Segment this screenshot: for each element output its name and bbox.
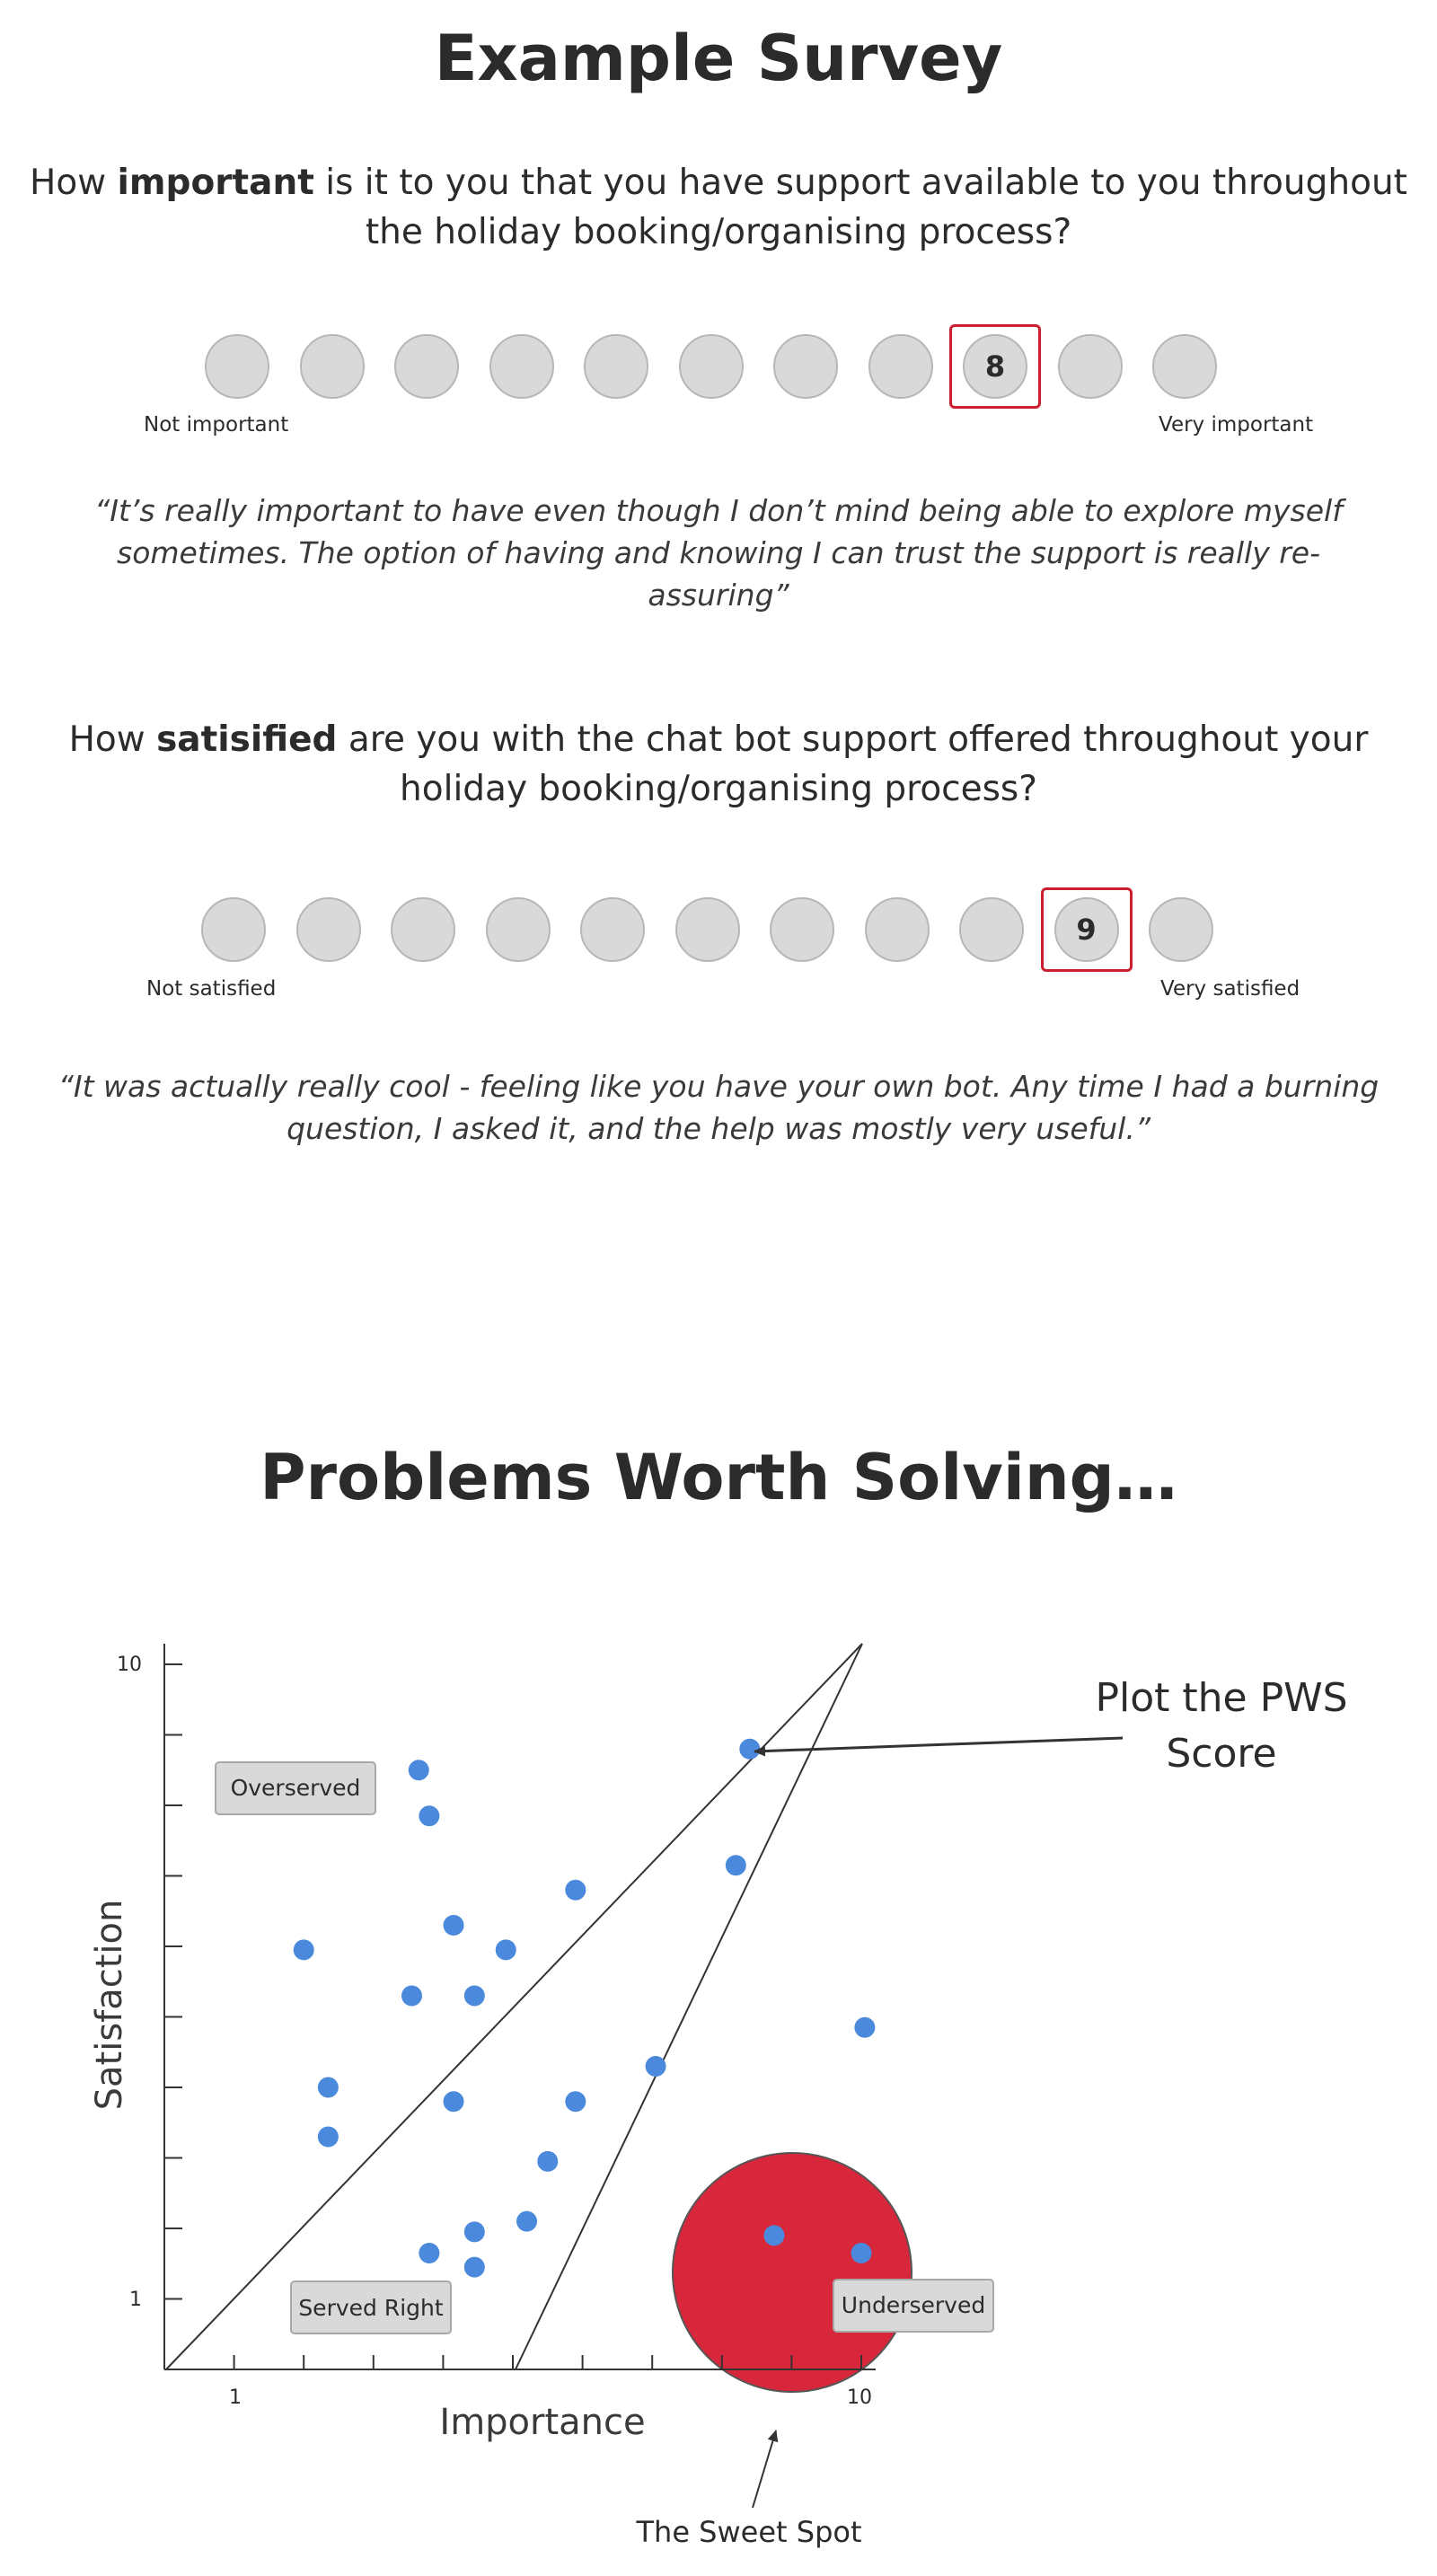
pws-point <box>854 2017 875 2038</box>
pws-point <box>444 1915 464 1936</box>
pws-point <box>739 1739 760 1760</box>
sweet-spot-label: The Sweet Spot <box>636 2515 862 2549</box>
x-tick-max: 10 <box>847 2386 872 2409</box>
pws-point <box>764 2225 785 2245</box>
y-tick-min: 1 <box>129 2289 142 2311</box>
pws-point <box>464 2257 485 2278</box>
y-tick-max: 10 <box>117 1654 142 1676</box>
pws-point <box>516 2211 537 2232</box>
question-suffix: is it to you that you have support available to you throughout the holiday booking/organising process? <box>313 163 1407 252</box>
question-emphasis: important <box>117 163 314 203</box>
question-emphasis: satisified <box>156 719 338 760</box>
overserved-label: Overserved <box>230 1775 361 1801</box>
y-axis-title: Satisfaction <box>89 1899 130 2111</box>
pws-point <box>401 1985 422 2006</box>
question-suffix: are you with the chat bot support offered throughout your holiday booking/organising process? <box>337 719 1369 809</box>
pws-point <box>444 2091 464 2112</box>
pws-title: Problems Worth Solving… <box>260 1441 1177 1514</box>
satisfaction-quote: “It was actually really cool - feeling like you have your own bot. Any time I had a burning question, I asked it, and the help was mostly very useful.” <box>57 1069 1380 1146</box>
pws-point <box>565 1880 586 1901</box>
pws-point <box>646 2056 666 2077</box>
pws-annotation-line2: Score <box>1166 1731 1277 1777</box>
served-right-label: Served Right <box>298 2295 444 2321</box>
pws-annotation-line1: Plot the PWS <box>1095 1675 1348 1721</box>
satisfaction-option-10[interactable]: 9 <box>1054 897 1119 962</box>
pws-point <box>419 1805 439 1826</box>
pws-point <box>726 1855 746 1875</box>
pws-point <box>419 2243 439 2263</box>
pws-point <box>409 1760 429 1780</box>
x-axis-title: Importance <box>439 2402 646 2443</box>
pws-point <box>851 2243 872 2263</box>
underserved-label: Underserved <box>841 2292 986 2318</box>
sweet-spot-arrow <box>753 2430 776 2508</box>
importance-option-9[interactable]: 8 <box>963 334 1027 399</box>
pws-annotation-arrow <box>754 1738 1123 1751</box>
importance-min-label: Not important <box>144 413 289 437</box>
question-prefix: How <box>30 163 118 203</box>
pws-point <box>318 2126 339 2147</box>
x-tick-min: 1 <box>229 2386 242 2409</box>
importance-quote: “It’s really important to have even though I don’t mind being able to explore myself sometimes. The option of having and knowing I can trust the support is really re-assuring” <box>94 493 1343 613</box>
pws-point <box>294 1939 314 1960</box>
pws-point <box>464 2221 485 2242</box>
question-prefix: How <box>68 719 157 760</box>
pws-point <box>565 2091 586 2112</box>
pws-point <box>464 1985 485 2006</box>
pws-point <box>318 2078 339 2098</box>
survey-title: Example Survey <box>434 22 1003 95</box>
satisfaction-min-label: Not satisfied <box>146 977 277 1001</box>
importance-max-label: Very important <box>1159 413 1314 437</box>
pws-point <box>537 2151 558 2172</box>
satisfaction-max-label: Very satisfied <box>1160 977 1300 1001</box>
pws-point <box>496 1939 516 1960</box>
